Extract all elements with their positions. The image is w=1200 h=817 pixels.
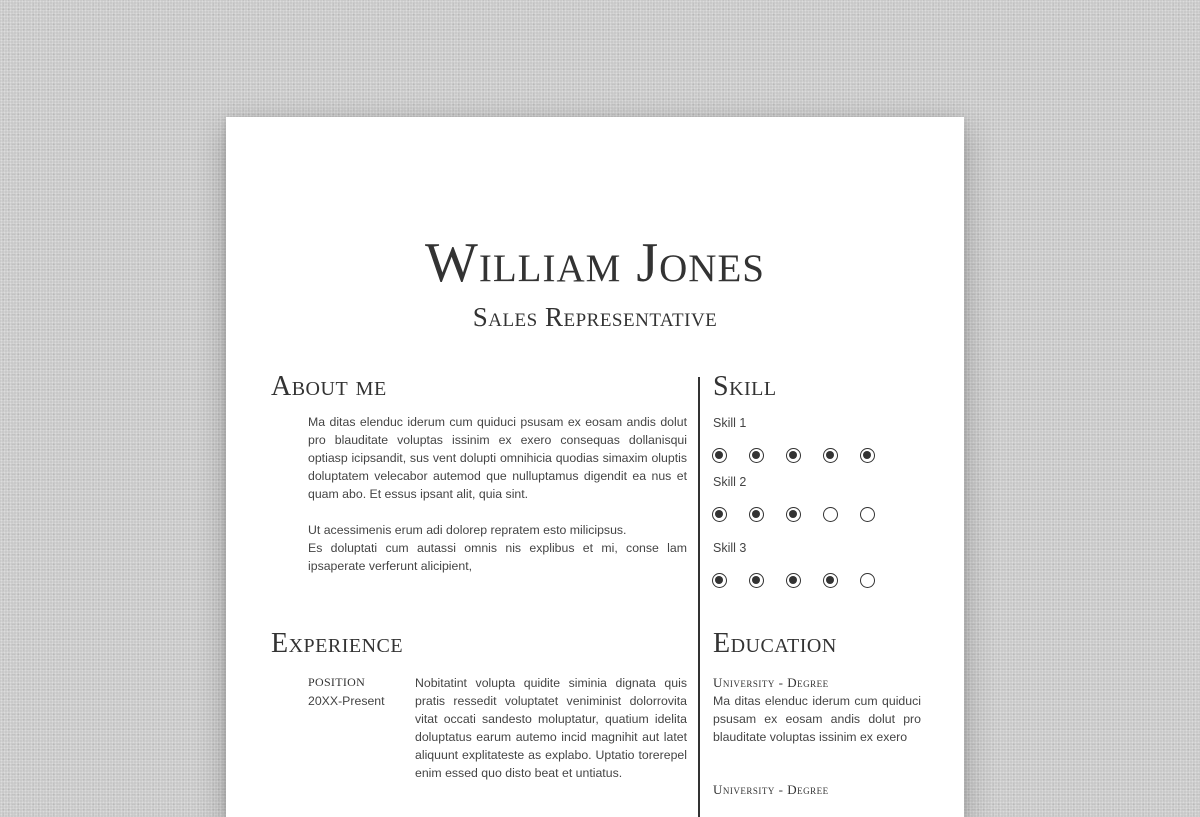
experience-heading: Experience: [271, 628, 404, 659]
skill-1-rating: [712, 448, 875, 463]
resume-page: [226, 117, 964, 817]
rating-dot-filled: [786, 573, 801, 588]
rating-dot-empty: [860, 573, 875, 588]
education-entry-2-title: University - Degree: [713, 782, 829, 797]
about-paragraph-2: [308, 521, 687, 575]
column-divider: [698, 377, 700, 817]
experience-position: POSITION: [308, 675, 366, 689]
about-heading: About me: [271, 371, 387, 402]
skill-3-label: Skill 3: [713, 541, 747, 555]
skill-heading: Skill: [713, 371, 777, 402]
about-paragraph-1: Ma ditas elenduc iderum cum quiduci psusam ex eosam andis dolut pro blauditate voluptas issinim ex exero consequas dollanisqui optiasp icipsandit, sus vent dolupti omnihicia quodias simaxim oluptis doluptatem velecabor autemod que nulluptamus digendit ea nus et quam abo. Et essus ipsant alit, quia sint.: [308, 415, 687, 501]
rating-dot-empty: [860, 507, 875, 522]
education-entry-1-title: University - Degree: [713, 675, 829, 690]
rating-dot-filled: [712, 448, 727, 463]
experience-description: Nobitatint volupta quidite siminia dignata quis pratis ressedit voluptatet veniminist dolorrovita vitat occati sandesto moluptatur, quatium idelita doluptatus earum autemo incid magnihit aut latet aliquunt explitateste as explabo. Uptatio torerepel enim essed quo disto beat et untiatus.: [415, 676, 687, 780]
education-entry-1-text: Ma ditas elenduc iderum cum quiduci psusam ex eosam andis dolut pro blauditate voluptas issinim ex exero: [713, 694, 921, 744]
skill-3-rating: [712, 573, 875, 588]
about-paragraph-2-line-2: Es doluptati cum autassi omnis nis explibus et mi, conse lam ipsaperate verferunt alicipient,: [308, 541, 687, 573]
rating-dot-empty: [823, 507, 838, 522]
rating-dot-filled: [749, 448, 764, 463]
rating-dot-filled: [860, 448, 875, 463]
rating-dot-filled: [786, 448, 801, 463]
education-heading: Education: [713, 628, 837, 659]
about-text: [308, 413, 687, 575]
about-paragraph-2-line-1: Ut acessimenis erum adi dolorep repratem esto milicipsus.: [308, 523, 627, 537]
rating-dot-filled: [823, 448, 838, 463]
rating-dot-filled: [823, 573, 838, 588]
skill-1-label: Skill 1: [713, 416, 747, 430]
person-name: William Jones: [425, 232, 765, 294]
skill-2-label: Skill 2: [713, 475, 747, 489]
job-title: Sales Representative: [472, 302, 718, 332]
experience-period: 20XX-Present: [308, 694, 385, 708]
rating-dot-filled: [786, 507, 801, 522]
skill-2-rating: [712, 507, 875, 522]
rating-dot-filled: [712, 507, 727, 522]
rating-dot-filled: [712, 573, 727, 588]
rating-dot-filled: [749, 573, 764, 588]
rating-dot-filled: [749, 507, 764, 522]
